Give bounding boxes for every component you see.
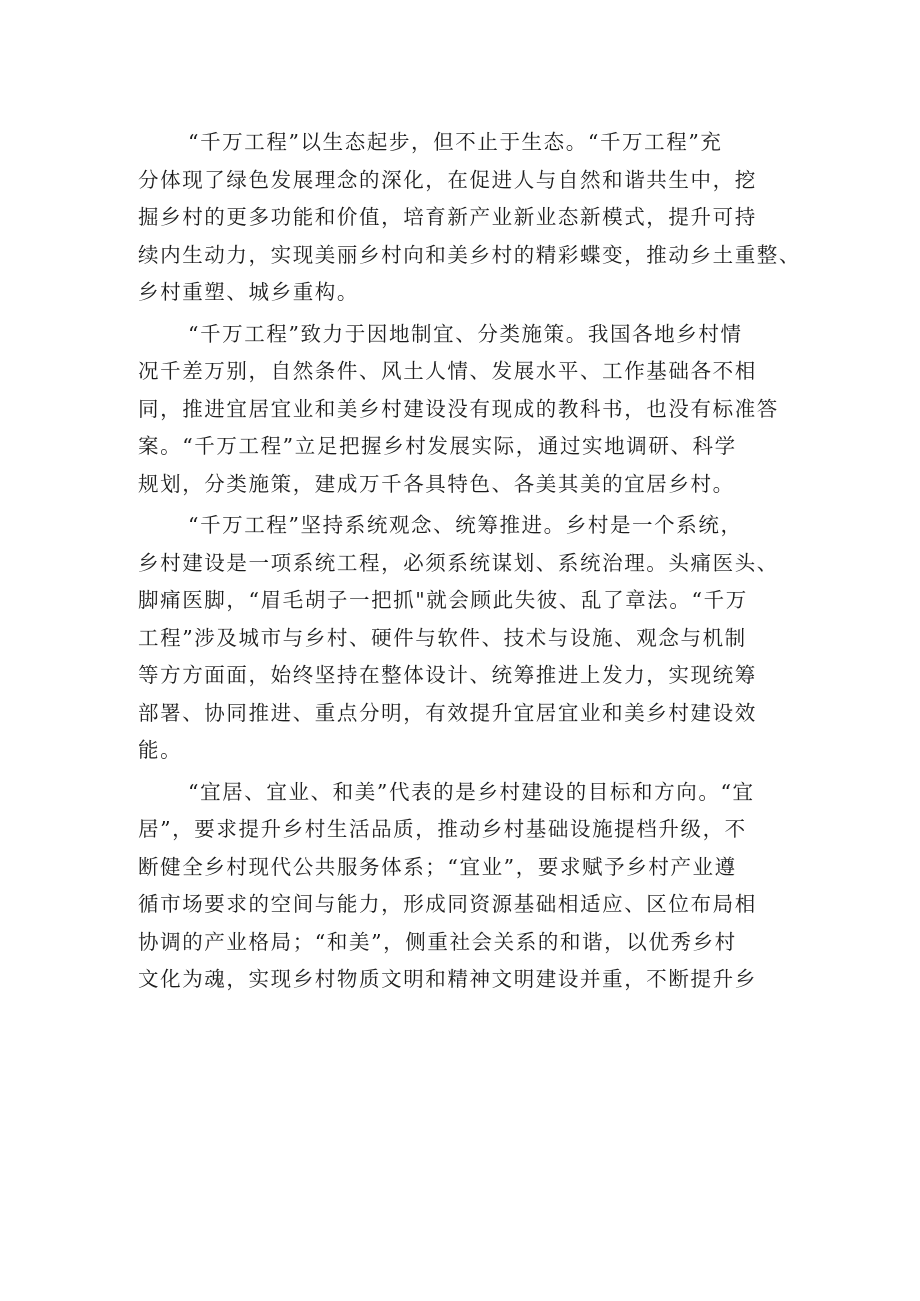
text-line: 等方方面面，始终坚持在整体设计、统筹推进上发力，实现统筹 (138, 663, 757, 687)
text-line: “千万工程”致力于因地制宜、分类施策。我国各地乡村情 (188, 321, 743, 346)
paragraph-2 (138, 316, 794, 504)
text-line: 乡村重塑、城乡重构。 (138, 280, 359, 304)
text-line: 案。“千万工程”立足把握乡村发展实际，通过实地调研、科学 (138, 434, 737, 458)
text-line: 分体现了绿色发展理念的深化，在促进人与自然和谐共生中，挖 (138, 167, 757, 192)
text-line: 文化为魂，实现乡村物质文明和精神文明建设并重，不断提升乡 (138, 967, 757, 991)
text-line: 循市场要求的空间与能力，形成同资源基础相适应、区位布局相 (138, 892, 757, 916)
text-line: 断健全乡村现代公共服务体系；“宜业”，要求赋予乡村产业遵 (138, 854, 737, 879)
text-line: 能。 (138, 738, 183, 762)
text-line: “宜居、宜业、和美”代表的是乡村建设的目标和方向。“宜 (188, 779, 755, 804)
paragraph-1 (138, 124, 801, 312)
text-line: “千万工程”以生态起步，但不止于生态。“千万工程”充 (188, 130, 723, 154)
text-line: 乡村建设是一项系统工程，必须系统谋划、系统治理。头痛医头、 (138, 550, 779, 575)
text-line: 同，推进宜居宜业和美乡村建设没有现成的教科书，也没有标准答 (138, 396, 779, 421)
text-line: 工程”涉及城市与乡村、硬件与软件、技术与设施、观念与机制 (138, 625, 747, 650)
text-line: 况千差万别，自然条件、风土人情、发展水平、工作基础各不相 (138, 359, 757, 383)
text-line: 续内生动力，实现美丽乡村向和美乡村的精彩蝶变，推动乡土重整、 (138, 242, 801, 267)
text-line: 居”，要求提升乡村生活品质，推动乡村基础设施提档升级，不 (138, 817, 747, 841)
text-line: 部署、协同推进、重点分明，有效提升宜居宜业和美乡村建设效 (138, 700, 757, 725)
text-line: 协调的产业格局；“和美”，侧重社会关系的和谐，以优秀乡村 (138, 929, 737, 954)
paragraph-4 (138, 774, 794, 999)
text-line: “千万工程”坚持系统观念、统筹推进。乡村是一个系统， (188, 513, 743, 537)
text-line: 脚痛医脚，“眉毛胡子一把抓"就会顾此失彼、乱了章法。“千万 (138, 588, 748, 612)
paragraph-3 (138, 507, 794, 770)
text-line: 掘乡村的更多功能和价值，培育新产业新业态新模式，提升可持 (138, 205, 757, 229)
document-body (138, 124, 801, 1003)
text-line: 规划，分类施策，建成万千各具特色、各美其美的宜居乡村。 (138, 471, 735, 496)
